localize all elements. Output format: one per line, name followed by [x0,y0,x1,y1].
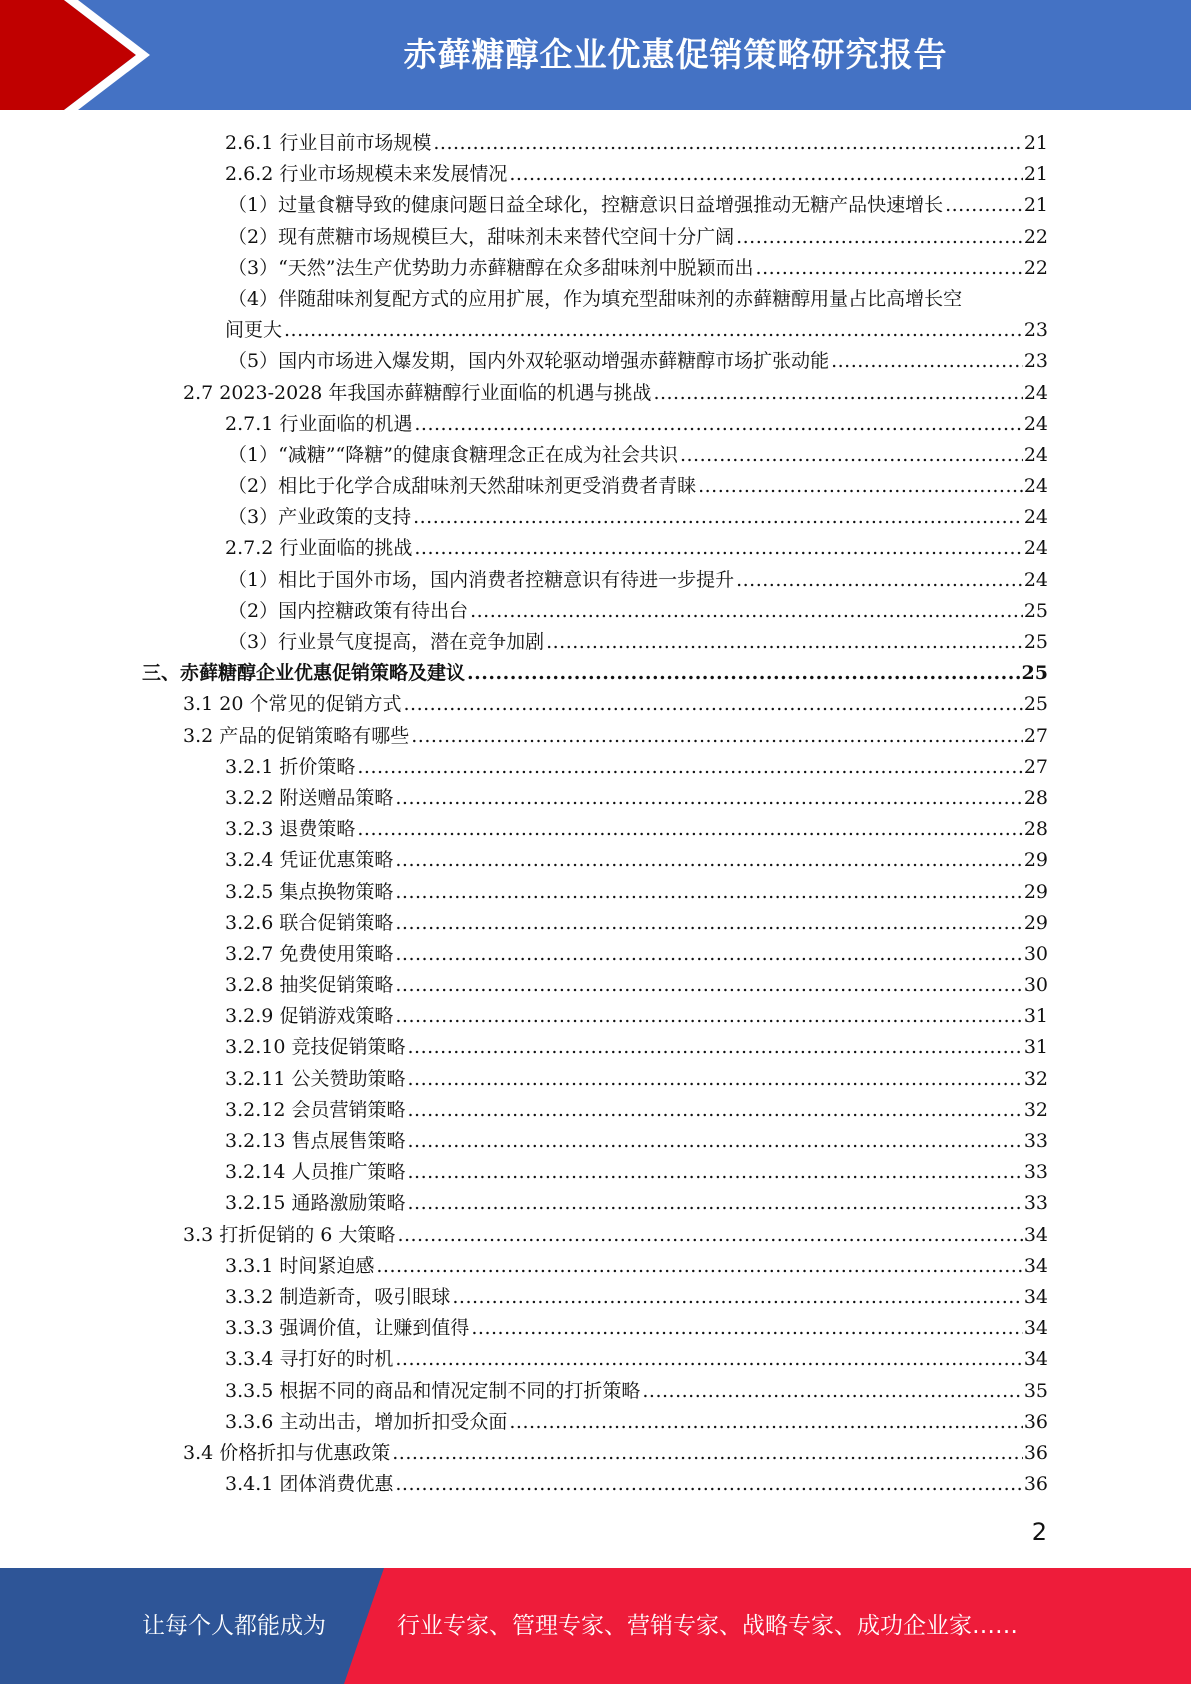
toc-entry-page: 24 [1023,443,1048,466]
footer-slogan-right: 行业专家、管理专家、营销专家、战略专家、成功企业家…… [397,1613,1018,1639]
toc-entry-label: （3）行业景气度提高，潜在竞争加剧 [228,627,546,658]
toc-entry-label: 3.2.4 凭证优惠策略 [225,845,395,876]
toc-dot-leader [831,346,1023,377]
toc-dot-leader [509,159,1022,190]
toc-dot-leader [395,970,1022,1001]
toc-entry[interactable] [0,721,1191,752]
toc-entry-label: 2.6.1 行业目前市场规模 [225,128,433,159]
toc-entry[interactable] [0,315,1191,346]
toc-entry[interactable] [0,253,1191,284]
toc-entry-page: 31 [1023,1036,1048,1059]
toc-dot-leader [653,378,1022,409]
toc-dot-leader [357,752,1022,783]
toc-entry-label: 3.3.5 根据不同的商品和情况定制不同的打折策略 [225,1376,642,1407]
toc-dot-leader [509,1407,1022,1438]
toc-entry-page: 23 [1023,319,1048,342]
toc-entry-label: （4）伴随甜味剂复配方式的应用扩展，作为填充型甜味剂的赤藓糖醇用量占比高增长空 [228,287,963,310]
toc-dot-leader [756,253,1023,284]
toc-entry-label: 3.2.8 抽奖促销策略 [225,970,395,1001]
toc-entry-page: 29 [1023,880,1048,903]
page-number: 2 [1031,1518,1047,1546]
toc-entry-label: 3.3.4 寻打好的时机 [225,1344,395,1375]
toc-dot-leader [284,315,1023,346]
toc-entry-page: 30 [1023,942,1048,965]
toc-entry-label: 3.2.15 通路激励策略 [225,1188,407,1219]
page-header [0,0,1191,110]
toc-dot-leader [392,1438,1023,1469]
toc-entry-label: （1）过量食糖导致的健康问题日益全球化，控糖意识日益增强推动无糖产品快速增长 [228,190,945,221]
toc-entry[interactable] [0,970,1191,1001]
toc-entry[interactable] [0,378,1191,409]
toc-entry-page: 21 [1023,132,1048,154]
toc-entry-page: 25 [1023,693,1048,716]
toc-dot-leader [414,409,1022,440]
toc-entry-page: 27 [1023,724,1048,747]
toc-entry-page: 25 [1023,599,1048,622]
toc-entry[interactable] [0,1376,1191,1407]
toc-entry[interactable] [0,1032,1191,1063]
toc-entry[interactable] [0,159,1191,190]
toc-entry[interactable] [0,1282,1191,1313]
table-of-contents [0,128,1191,1500]
toc-entry[interactable] [0,783,1191,814]
toc-dot-leader [467,658,1021,689]
toc-entry[interactable] [0,627,1191,658]
toc-entry-label: 2.7.1 行业面临的机遇 [225,409,414,440]
toc-entry-label: （3）“天然”法生产优势助力赤藓糖醇在众多甜味剂中脱颖而出 [228,253,756,284]
toc-entry-label: 3.2.11 公关赞助策略 [225,1064,407,1095]
toc-dot-leader [407,1064,1022,1095]
toc-entry[interactable] [0,1188,1191,1219]
toc-entry[interactable] [0,190,1191,221]
toc-entry-label: （1）“减糖”“降糖”的健康食糖理念正在成为社会共识 [228,440,680,471]
footer-slogan-left: 让每个人都能成为 [142,1613,326,1639]
toc-dot-leader [736,222,1023,253]
toc-entry-page: 23 [1023,350,1048,373]
toc-dot-leader [395,1001,1022,1032]
toc-entry-page: 33 [1023,1130,1048,1152]
toc-entry-label: （3）产业政策的支持 [228,502,413,533]
toc-dot-leader [680,440,1023,471]
toc-entry-page: 24 [1023,475,1048,498]
toc-entry[interactable] [0,533,1191,564]
toc-entry[interactable] [0,1220,1191,1251]
toc-entry-page: 29 [1023,911,1048,934]
toc-entry[interactable] [0,409,1191,440]
toc-entry[interactable] [0,877,1191,908]
toc-dot-leader [376,1251,1022,1282]
toc-entry-page: 34 [1023,1317,1048,1340]
toc-dot-leader [395,845,1022,876]
toc-entry-page: 34 [1023,1254,1048,1277]
toc-entry-page: 22 [1023,256,1048,279]
toc-entry-page: 32 [1023,1098,1048,1121]
toc-entry[interactable] [0,1064,1191,1095]
toc-entry[interactable] [0,814,1191,845]
toc-entry-label: 间更大 [225,315,284,346]
toc-entry-label: 2.7.2 行业面临的挑战 [225,533,414,564]
toc-dot-leader [736,565,1023,596]
toc-entry-page: 29 [1023,849,1048,872]
toc-entry[interactable] [0,222,1191,253]
toc-entry[interactable] [0,939,1191,970]
toc-dot-leader [642,1376,1022,1407]
toc-entry-page: 34 [1023,1223,1048,1246]
toc-entry-page: 24 [1023,506,1048,529]
toc-entry[interactable] [0,128,1191,159]
toc-entry-page: 27 [1023,755,1048,778]
toc-entry[interactable] [0,1438,1191,1469]
toc-dot-leader [407,1126,1022,1157]
toc-entry[interactable] [0,1313,1191,1344]
toc-entry[interactable] [0,284,1191,315]
toc-entry-label: 3.2.12 会员营销策略 [225,1095,407,1126]
toc-entry-page: 21 [1023,194,1048,217]
toc-dot-leader [407,1188,1022,1219]
toc-dot-leader [407,1157,1022,1188]
toc-entry[interactable] [0,1344,1191,1375]
toc-entry-page: 24 [1023,381,1048,404]
toc-entry[interactable] [0,1001,1191,1032]
toc-dot-leader [403,689,1022,720]
toc-entry-label: 3.2.1 折价策略 [225,752,357,783]
toc-entry-page: 34 [1023,1348,1048,1371]
toc-dot-leader [411,721,1023,752]
toc-entry[interactable] [0,1251,1191,1282]
toc-entry[interactable] [0,908,1191,939]
toc-entry-label: 3.1 20 个常见的促销方式 [183,689,403,720]
toc-entry[interactable] [0,471,1191,502]
toc-entry-page: 25 [1023,631,1048,653]
toc-entry[interactable] [0,1157,1191,1188]
toc-entry-page: 30 [1023,974,1048,997]
toc-dot-leader [395,908,1022,939]
toc-dot-leader [452,1282,1022,1313]
toc-entry-label: 3.2 产品的促销策略有哪些 [183,721,411,752]
toc-entry-label: 3.2.9 促销游戏策略 [225,1001,395,1032]
toc-dot-leader [395,1344,1022,1375]
toc-entry-label: 三、赤藓糖醇企业优惠促销策略及建议 [142,658,467,689]
toc-dot-leader [546,627,1023,658]
toc-dot-leader [407,1095,1022,1126]
toc-entry-page: 33 [1023,1192,1048,1215]
toc-entry[interactable] [0,596,1191,627]
toc-dot-leader [357,814,1022,845]
toc-entry-label: 3.3.1 时间紧迫感 [225,1251,376,1282]
toc-entry-page: 28 [1023,818,1048,841]
toc-dot-leader [413,502,1023,533]
toc-entry-label: 3.3.6 主动出击，增加折扣受众面 [225,1407,509,1438]
toc-entry[interactable] [0,440,1191,471]
toc-entry-label: 3.2.13 售点展售策略 [225,1126,407,1157]
toc-entry-label: 3.3 打折促销的 6 大策略 [183,1220,397,1251]
toc-entry-label: 3.2.7 免费使用策略 [225,939,395,970]
toc-entry-label: 3.4.1 团体消费优惠 [225,1469,395,1500]
toc-entry-label: （1）相比于国外市场，国内消费者控糖意识有待进一步提升 [228,565,736,596]
toc-dot-leader [414,533,1022,564]
toc-entry-label: 3.2.14 人员推广策略 [225,1157,407,1188]
toc-entry-label: 3.2.3 退费策略 [225,814,357,845]
toc-entry-page: 31 [1023,1005,1048,1028]
toc-entry[interactable] [0,502,1191,533]
toc-entry-page: 36 [1023,1473,1048,1496]
toc-entry[interactable] [0,565,1191,596]
toc-entry-label: （2）相比于化学合成甜味剂天然甜味剂更受消费者青睐 [228,471,698,502]
toc-entry-page: 24 [1023,568,1048,591]
toc-entry-page: 24 [1023,412,1048,435]
toc-entry[interactable] [0,689,1191,720]
toc-entry-label: 3.3.3 强调价值，让赚到值得 [225,1313,471,1344]
toc-dot-leader [945,190,1023,221]
toc-entry-page: 25 [1021,662,1048,685]
toc-entry-page: 36 [1023,1410,1048,1433]
toc-entry[interactable] [0,346,1191,377]
toc-dot-leader [397,1220,1022,1251]
toc-dot-leader [395,1469,1022,1500]
toc-entry-label: （5）国内市场进入爆发期，国内外双轮驱动增强赤藓糖醇市场扩张动能 [228,346,831,377]
toc-dot-leader [471,1313,1022,1344]
toc-entry-page: 36 [1023,1441,1048,1464]
toc-dot-leader [407,1032,1022,1063]
toc-entry-page: 35 [1023,1379,1048,1402]
toc-entry[interactable] [0,658,1191,689]
toc-dot-leader [698,471,1023,502]
toc-entry[interactable] [0,1407,1191,1438]
toc-dot-leader [470,596,1023,627]
toc-dot-leader [395,939,1022,970]
toc-entry[interactable] [0,845,1191,876]
toc-entry-label: （2）现有蔗糖市场规模巨大，甜味剂未来替代空间十分广阔 [228,222,736,253]
toc-entry-label: 3.2.2 附送赠品策略 [225,783,395,814]
page-footer [0,1568,1191,1684]
toc-dot-leader [433,128,1022,159]
toc-entry[interactable] [0,1469,1191,1500]
toc-entry-label: 3.3.2 制造新奇，吸引眼球 [225,1282,452,1313]
toc-entry-page: 21 [1023,163,1048,186]
toc-entry[interactable] [0,752,1191,783]
toc-entry-label: 2.7 2023-2028 年我国赤藓糖醇行业面临的机遇与挑战 [183,378,653,409]
toc-dot-leader [395,783,1022,814]
toc-entry-label: 3.4 价格折扣与优惠政策 [183,1438,392,1469]
toc-entry-label: 3.2.5 集点换物策略 [225,877,395,908]
toc-entry[interactable] [0,1095,1191,1126]
toc-entry-page: 34 [1023,1285,1048,1308]
toc-entry[interactable] [0,1126,1191,1157]
report-title: 赤藓糖醇企业优惠促销策略研究报告 [403,35,948,74]
toc-entry-label: 3.2.6 联合促销策略 [225,908,395,939]
toc-entry-page: 22 [1023,225,1048,248]
toc-dot-leader [395,877,1022,908]
toc-entry-page: 24 [1023,537,1048,560]
toc-entry-label: （2）国内控糖政策有待出台 [228,596,470,627]
toc-entry-page: 28 [1023,786,1048,809]
toc-entry-label: 2.6.2 行业市场规模未来发展情况 [225,159,509,190]
toc-entry-page: 33 [1023,1161,1048,1184]
toc-entry-label: 3.2.10 竞技促销策略 [225,1032,407,1063]
toc-entry-page: 32 [1023,1067,1048,1090]
